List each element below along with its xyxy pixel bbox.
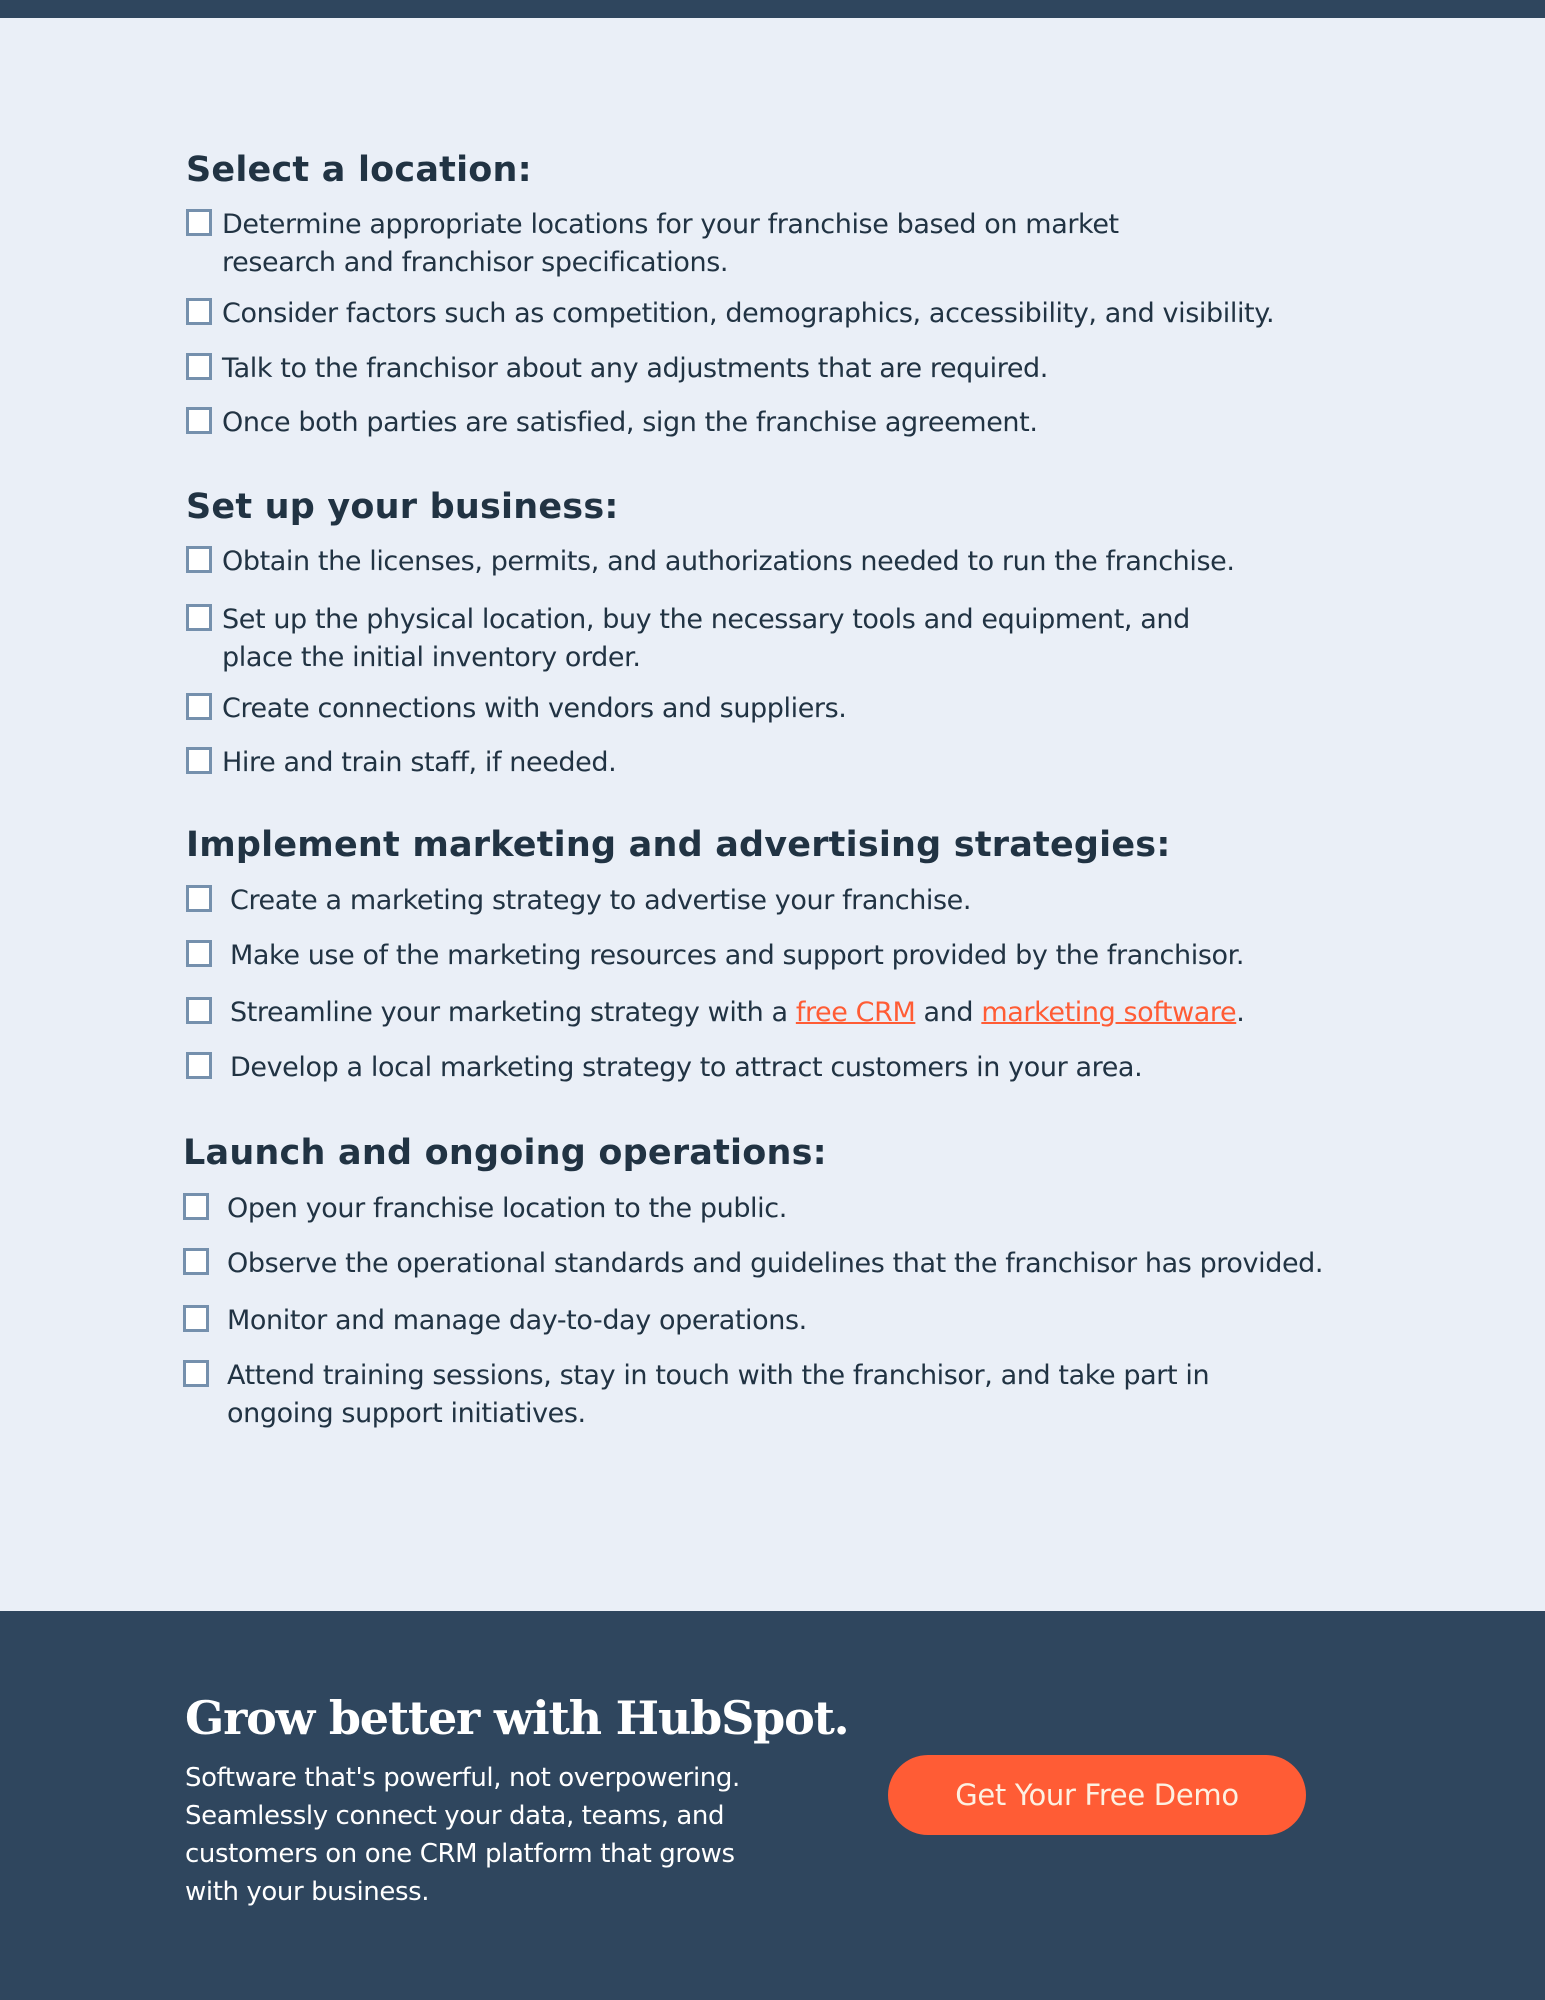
section-heading: Select a location:	[186, 150, 532, 190]
checkbox[interactable]	[186, 604, 212, 631]
checkbox[interactable]	[186, 407, 212, 434]
item-text: Create connections with vendors and suppliers.	[222, 693, 847, 724]
section-marketing	[186, 825, 1386, 1083]
item-text: Observe the operational standards and guidelines that the franchisor has provided.	[227, 1248, 1324, 1279]
checklist-item	[186, 937, 1244, 975]
top-bar	[0, 0, 1545, 18]
get-free-demo-button[interactable]: Get Your Free Demo	[888, 1755, 1306, 1835]
item-text: Monitor and manage day-to-day operations.	[227, 1305, 807, 1336]
item-text: Obtain the licenses, permits, and authorizations needed to run the franchise.	[222, 546, 1235, 577]
checkbox[interactable]	[183, 1248, 209, 1275]
checklist-item	[186, 543, 1235, 581]
item-text: Open your franchise location to the public.	[227, 1193, 787, 1224]
checklist-item	[183, 1190, 787, 1228]
checklist-item	[186, 295, 1274, 333]
marketing-software-link[interactable]: marketing software	[981, 997, 1237, 1028]
item-text: Streamline your marketing strategy with a free CRM and marketing software.	[230, 997, 1245, 1028]
checklist-item	[186, 404, 1038, 442]
item-text: Consider factors such as competition, demographics, accessibility, and visibility.	[222, 298, 1275, 329]
checkbox[interactable]	[186, 209, 212, 236]
checkbox[interactable]	[186, 546, 212, 573]
checkbox[interactable]	[186, 1052, 212, 1079]
checklist-item	[183, 1357, 1209, 1433]
checkbox[interactable]	[183, 1305, 209, 1332]
checklist-item	[183, 1302, 807, 1340]
checklist-item	[186, 994, 1244, 1032]
footer-cta-banner	[0, 1611, 1545, 2000]
section-heading: Set up your business:	[186, 487, 619, 527]
checkbox[interactable]	[183, 1360, 209, 1387]
checkbox[interactable]	[186, 885, 212, 912]
checkbox[interactable]	[186, 940, 212, 967]
item-text: Develop a local marketing strategy to attract customers in your area.	[230, 1052, 1143, 1083]
checkbox[interactable]	[183, 1193, 209, 1220]
checkbox[interactable]	[186, 353, 212, 380]
checklist-item	[183, 1245, 1323, 1283]
footer-description: Software that's powerful, not overpowering. Seamlessly connect your data, teams, and customers on one CRM platform that grows with your business.	[185, 1763, 740, 1907]
footer-title: Grow better with HubSpot.	[185, 1691, 849, 1745]
section-launch-operations	[183, 1133, 1383, 1429]
item-text: Hire and train staff, if needed.	[222, 747, 617, 778]
item-text: Attend training sessions, stay in touch with the franchisor, and take part in ongoing support initiatives.	[227, 1360, 1210, 1429]
checklist-item	[186, 882, 971, 920]
checklist-item	[186, 690, 847, 728]
checklist-item	[186, 1049, 1142, 1087]
section-heading: Launch and ongoing operations:	[183, 1133, 827, 1173]
checklist-item	[186, 350, 1048, 388]
checkbox[interactable]	[186, 298, 212, 325]
checkbox[interactable]	[186, 747, 212, 774]
section-set-up-business	[186, 487, 1386, 778]
item-text: Create a marketing strategy to advertise your franchise.	[230, 885, 972, 916]
item-text: Talk to the franchisor about any adjustments that are required.	[222, 353, 1048, 384]
item-text: Make use of the marketing resources and support provided by the franchisor.	[230, 940, 1245, 971]
checkbox[interactable]	[186, 693, 212, 720]
section-select-location	[186, 150, 1386, 438]
section-heading: Implement marketing and advertising strategies:	[186, 825, 1171, 865]
checklist-item	[186, 601, 1190, 677]
checkbox[interactable]	[186, 997, 212, 1024]
checklist-item	[186, 206, 1119, 282]
item-text: Determine appropriate locations for your franchise based on market research and franchisor specifications.	[222, 209, 1119, 278]
item-text: Once both parties are satisfied, sign the franchise agreement.	[222, 407, 1038, 438]
checklist-item	[186, 744, 616, 782]
item-text: Set up the physical location, buy the necessary tools and equipment, and place the initial inventory order.	[222, 604, 1190, 673]
free-crm-link[interactable]: free CRM	[795, 997, 916, 1028]
